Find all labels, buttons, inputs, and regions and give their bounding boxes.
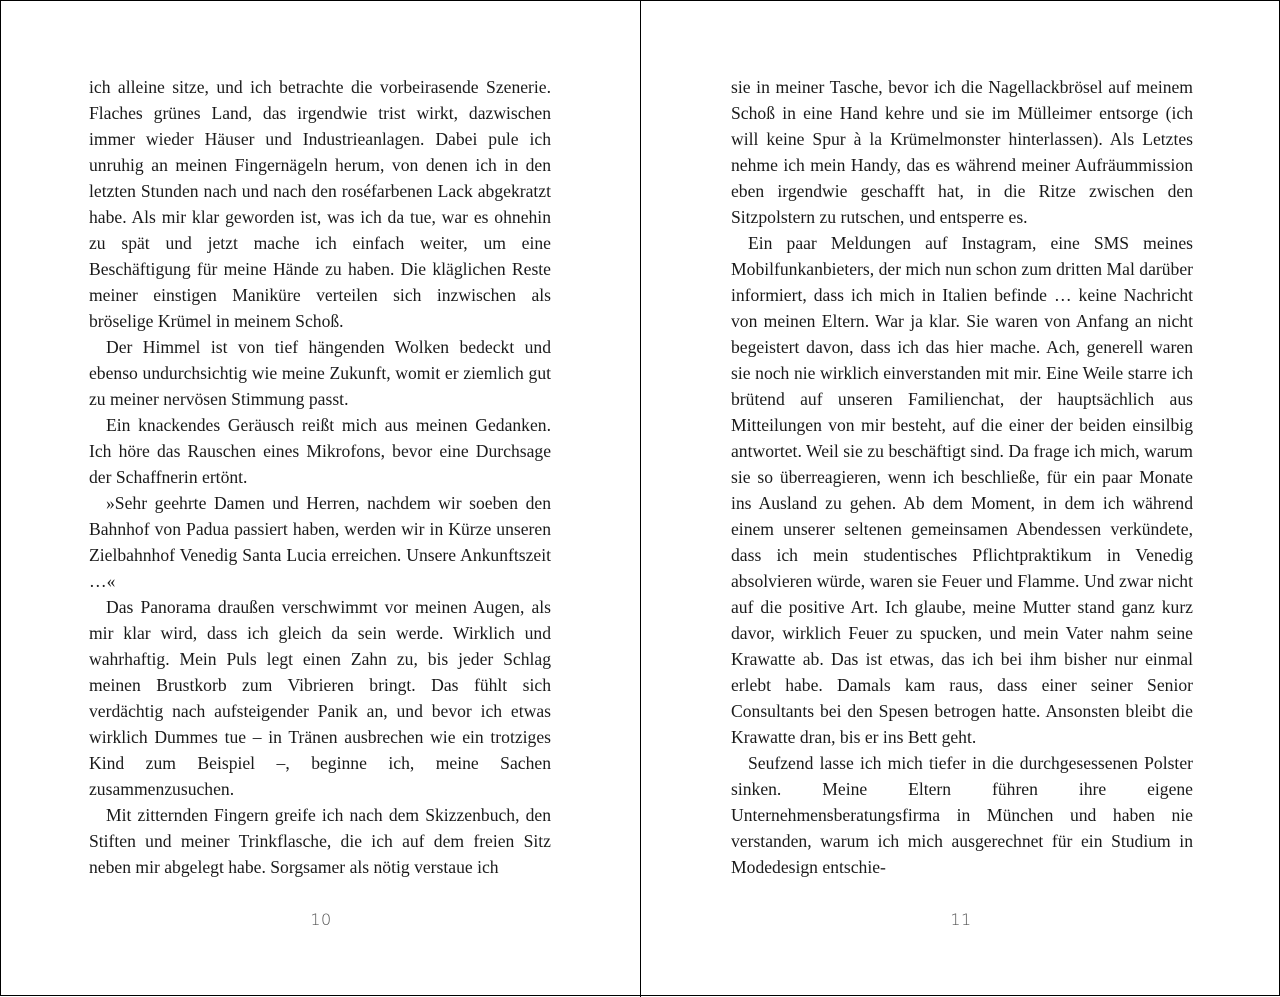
paragraph: ich alleine sitze, und ich betrachte die vorbeirasende Szenerie. Flaches grünes Land, das irgendwie trist wirkt, dazwischen immer wieder Häuser und Industrieanlagen. Dabei pule ich unruhig an meinen Fingernägeln herum, von denen ich in den letzten Stunden nach und nach den roséfarbenen Lack abgekratzt habe. Als mir klar geworden ist, was ich da tue, war es ohnehin zu spät und jetzt mache ich einfach weiter, um eine Beschäftigung für meine Hände zu haben. Die kläglichen Reste meiner einstigen Maniküre verteilen sich inzwischen als bröselige Krümel in meinem Schoß. bbox=[89, 77, 551, 331]
paragraph: sie in meiner Tasche, bevor ich die Nagellackbrösel auf meinem Schoß in eine Hand kehre und sie im Mülleimer entsorge (ich will keine Spur à la Krümelmonster hinterlassen). Als Letztes nehme ich mein Handy, das es während meiner Aufräummission eben irgendwie geschafft hat, in die Ritze zwischen den Sitzpolstern zu rutschen, und entsperre es. bbox=[731, 77, 1193, 227]
paragraph: Das Panorama draußen verschwimmt vor meinen Augen, als mir klar wird, dass ich gleich da sein werde. Wirklich und wahrhaftig. Mein Puls legt einen Zahn zu, bis jeder Schlag meinen Brustkorb zum Vibrieren bringt. Das fühlt sich verdächtig nach aufsteigender Panik an, und bevor ich etwas wirklich Dummes tue – in Tränen ausbrechen wie ein trotziges Kind zum Beispiel –, beginne ich, meine Sachen zusammenzusuchen. bbox=[89, 597, 551, 799]
paragraph: Mit zitternden Fingern greife ich nach dem Skizzenbuch, den Stiften und meiner Trinkflasche, die ich auf dem freien Sitz neben mir abgelegt habe. Sorgsamer als nötig verstaue ich bbox=[89, 805, 551, 877]
paragraph: Seufzend lasse ich mich tiefer in die durchgesessenen Polster sinken. Meine Eltern führen ihre eigene Unternehmensberatungsfirma in München und haben nie verstanden, warum ich mich ausgerechnet für ein Studium in Modedesign entschie- bbox=[731, 753, 1193, 877]
paragraph: Ein knackendes Geräusch reißt mich aus meinen Gedanken. Ich höre das Rauschen eines Mikrofons, bevor eine Durchsage der Schaffnerin ertönt. bbox=[89, 415, 551, 487]
page-number-right: 11 bbox=[950, 910, 972, 929]
paragraph: Der Himmel ist von tief hängenden Wolken bedeckt und ebenso undurchsichtig wie meine Zukunft, womit er ziemlich gut zu meiner nervösen Stimmung passt. bbox=[89, 337, 551, 409]
page-number-left: 10 bbox=[310, 910, 332, 929]
book-gutter-line bbox=[640, 1, 641, 997]
right-page-text bbox=[731, 74, 1193, 880]
paragraph: »Sehr geehrte Damen und Herren, nachdem wir soeben den Bahnhof von Padua passiert haben, werden wir in Kürze unseren Zielbahnhof Venedig Santa Lucia erreichen. Unsere Ankunftszeit …« bbox=[89, 493, 551, 591]
paragraph: Ein paar Meldungen auf Instagram, eine SMS meines Mobilfunkanbieters, der mich nun schon zum dritten Mal darüber informiert, dass ich mich in Italien befinde … keine Nachricht von meinen Eltern. War ja klar. Sie waren von Anfang an nicht begeistert davon, dass ich das hier mache. Ach, generell waren sie noch nie wirklich einverstanden mit mir. Eine Weile starre ich brütend auf unseren Familienchat, der hauptsächlich aus Mitteilungen von mir besteht, auf die einer der beiden einsilbig antwortet. Weil sie zu beschäftigt sind. Da frage ich mich, warum sie so überreagieren, wenn ich beschließe, für ein paar Monate ins Ausland zu gehen. Ab dem Moment, in dem ich während einem unserer seltenen gemeinsamen Abendessen verkündete, dass ich mein studentisches Pflichtpraktikum in Venedig absolvieren würde, waren sie Feuer und Flamme. Und zwar nicht auf die positive Art. Ich glaube, meine Mutter stand ganz kurz davor, wirklich Feuer zu spucken, und mein Vater nahm seine Krawatte ab. Das ist etwas, das ich bei ihm bisher nur einmal erlebt habe. Damals kam raus, dass einer seiner Senior Consultants bei den Spesen betrogen hatte. Ansonsten bleibt die Krawatte dran, bis er ins Bett geht. bbox=[731, 233, 1193, 747]
left-page-text bbox=[89, 74, 551, 880]
